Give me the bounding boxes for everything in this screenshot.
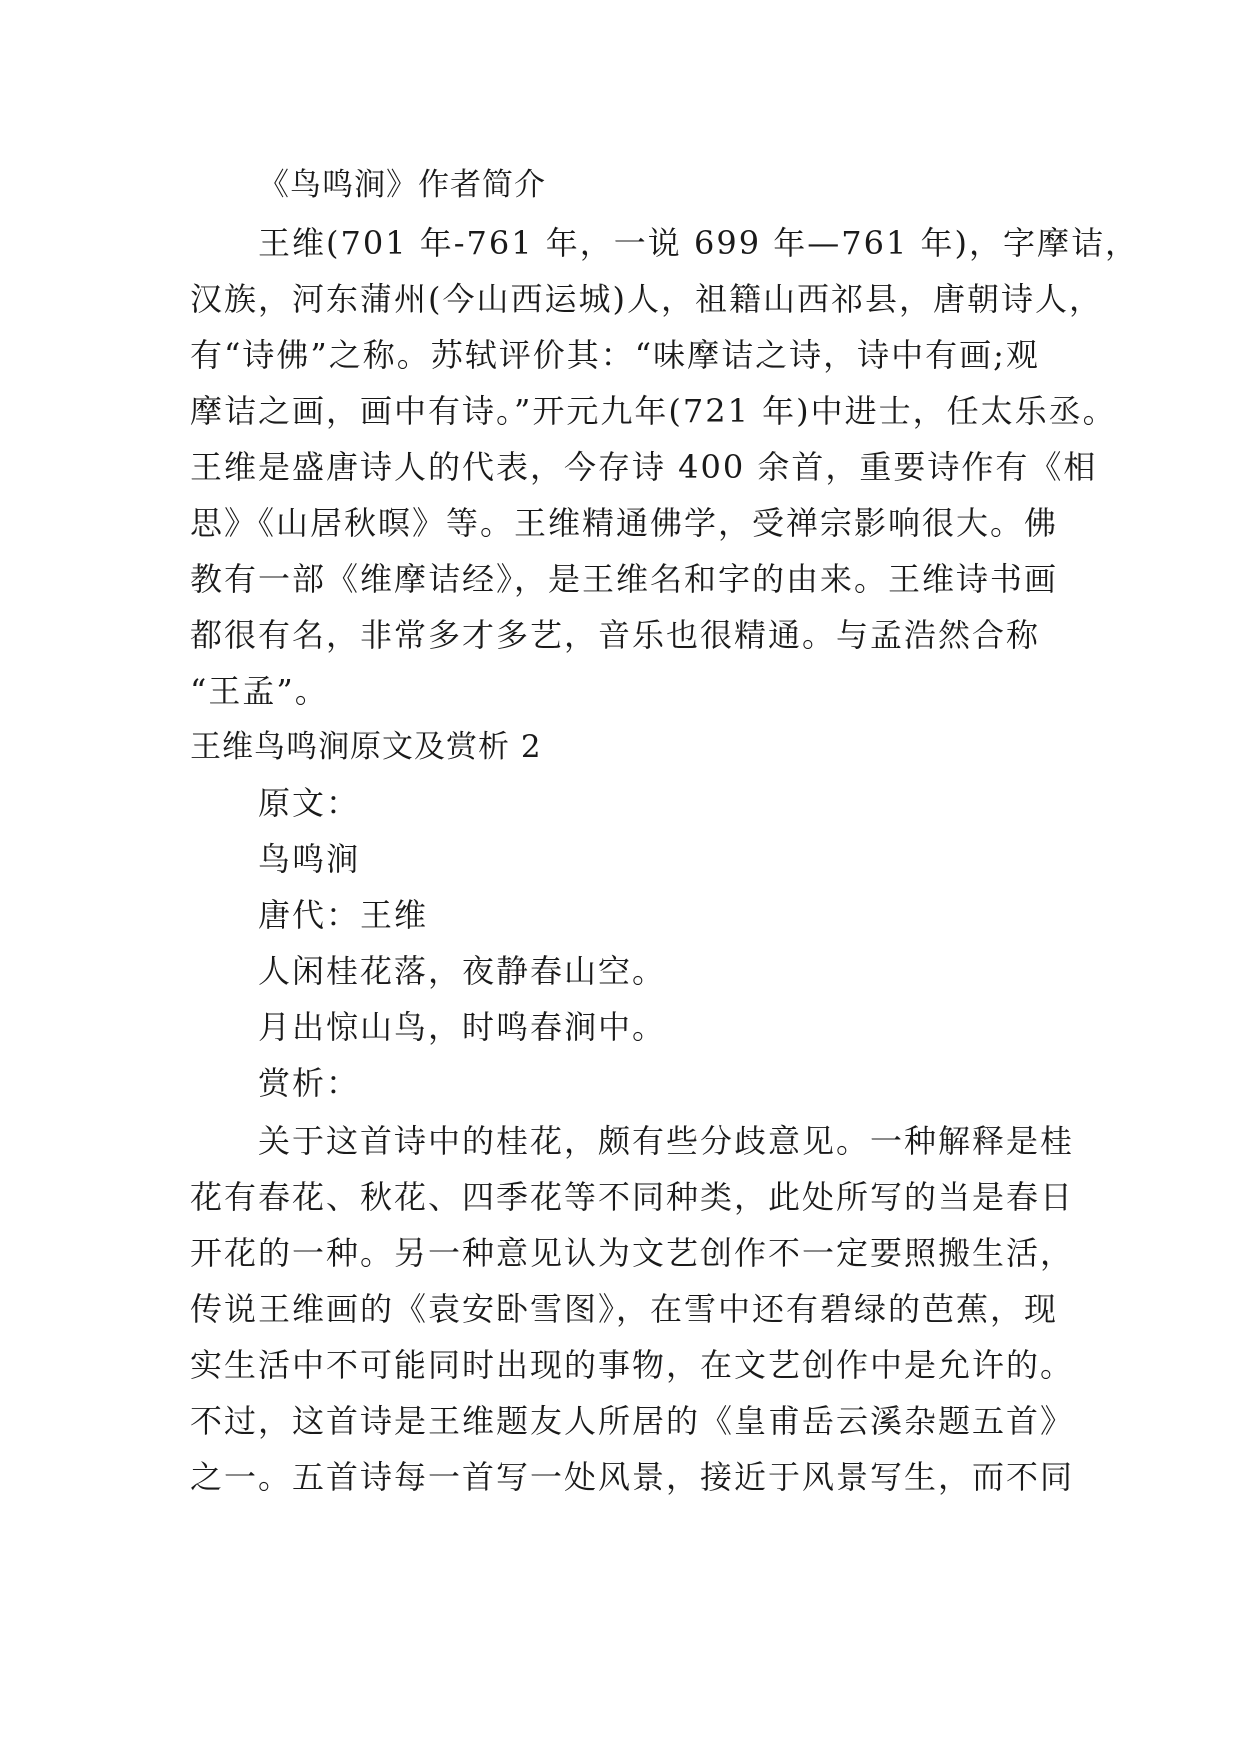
appreciation-label: 赏析： [258, 1064, 361, 1102]
author-intro-line: 思》《山居秋暝》等。王维精通佛学，受禅宗影响很大。佛 [190, 504, 1059, 542]
appreciation-line: 不过，这首诗是王维题友人所居的《皇甫岳云溪杂题五首》 [190, 1402, 1075, 1440]
appreciation-line: 之一。五首诗每一首写一处风景，接近于风景写生，而不同 [190, 1458, 1075, 1496]
author-intro-line: “王孟”。 [190, 672, 329, 710]
author-intro-line: 有“诗佛”之称。苏轼评价其：“味摩诘之诗，诗中有画;观 [190, 336, 1040, 374]
appreciation-line: 关于这首诗中的桂花，颇有些分歧意见。一种解释是桂 [258, 1122, 1075, 1160]
appreciation-line: 开花的一种。另一种意见认为文艺创作不一定要照搬生活， [190, 1234, 1075, 1272]
poem-line: 人闲桂花落，夜静春山空。 [258, 952, 667, 990]
poem-title: 鸟鸣涧 [258, 840, 361, 878]
author-intro-title: 《鸟鸣涧》作者简介 [258, 167, 546, 203]
original-label: 原文： [258, 784, 361, 822]
author-intro-line: 王维(701 年-761 年，一说 699 年—761 年)，字摩诘， [258, 224, 1139, 262]
appreciation-line: 花有春花、秋花、四季花等不同种类，此处所写的当是春日 [190, 1178, 1075, 1216]
author-intro-line: 汉族，河东蒲州(今山西运城)人，祖籍山西祁县，唐朝诗人， [190, 280, 1103, 318]
author-intro-line: 王维是盛唐诗人的代表，今存诗 400 余首，重要诗作有《相 [190, 448, 1098, 486]
poem-line: 月出惊山鸟，时鸣春涧中。 [258, 1008, 667, 1046]
author-intro-line: 教有一部《维摩诘经》，是王维名和字的由来。王维诗书画 [190, 560, 1059, 598]
author-intro-line: 都很有名，非常多才多艺，音乐也很精通。与孟浩然合称 [190, 616, 1041, 654]
appreciation-line: 传说王维画的《袁安卧雪图》，在雪中还有碧绿的芭蕉，现 [190, 1290, 1059, 1328]
section-title: 王维鸟鸣涧原文及赏析 2 [190, 729, 542, 765]
appreciation-line: 实生活中不可能同时出现的事物，在文艺创作中是允许的。 [190, 1346, 1075, 1384]
author-intro-line: 摩诘之画，画中有诗。”开元九年(721 年)中进士，任太乐丞。 [190, 392, 1117, 430]
poem-author: 唐代：王维 [258, 896, 429, 934]
